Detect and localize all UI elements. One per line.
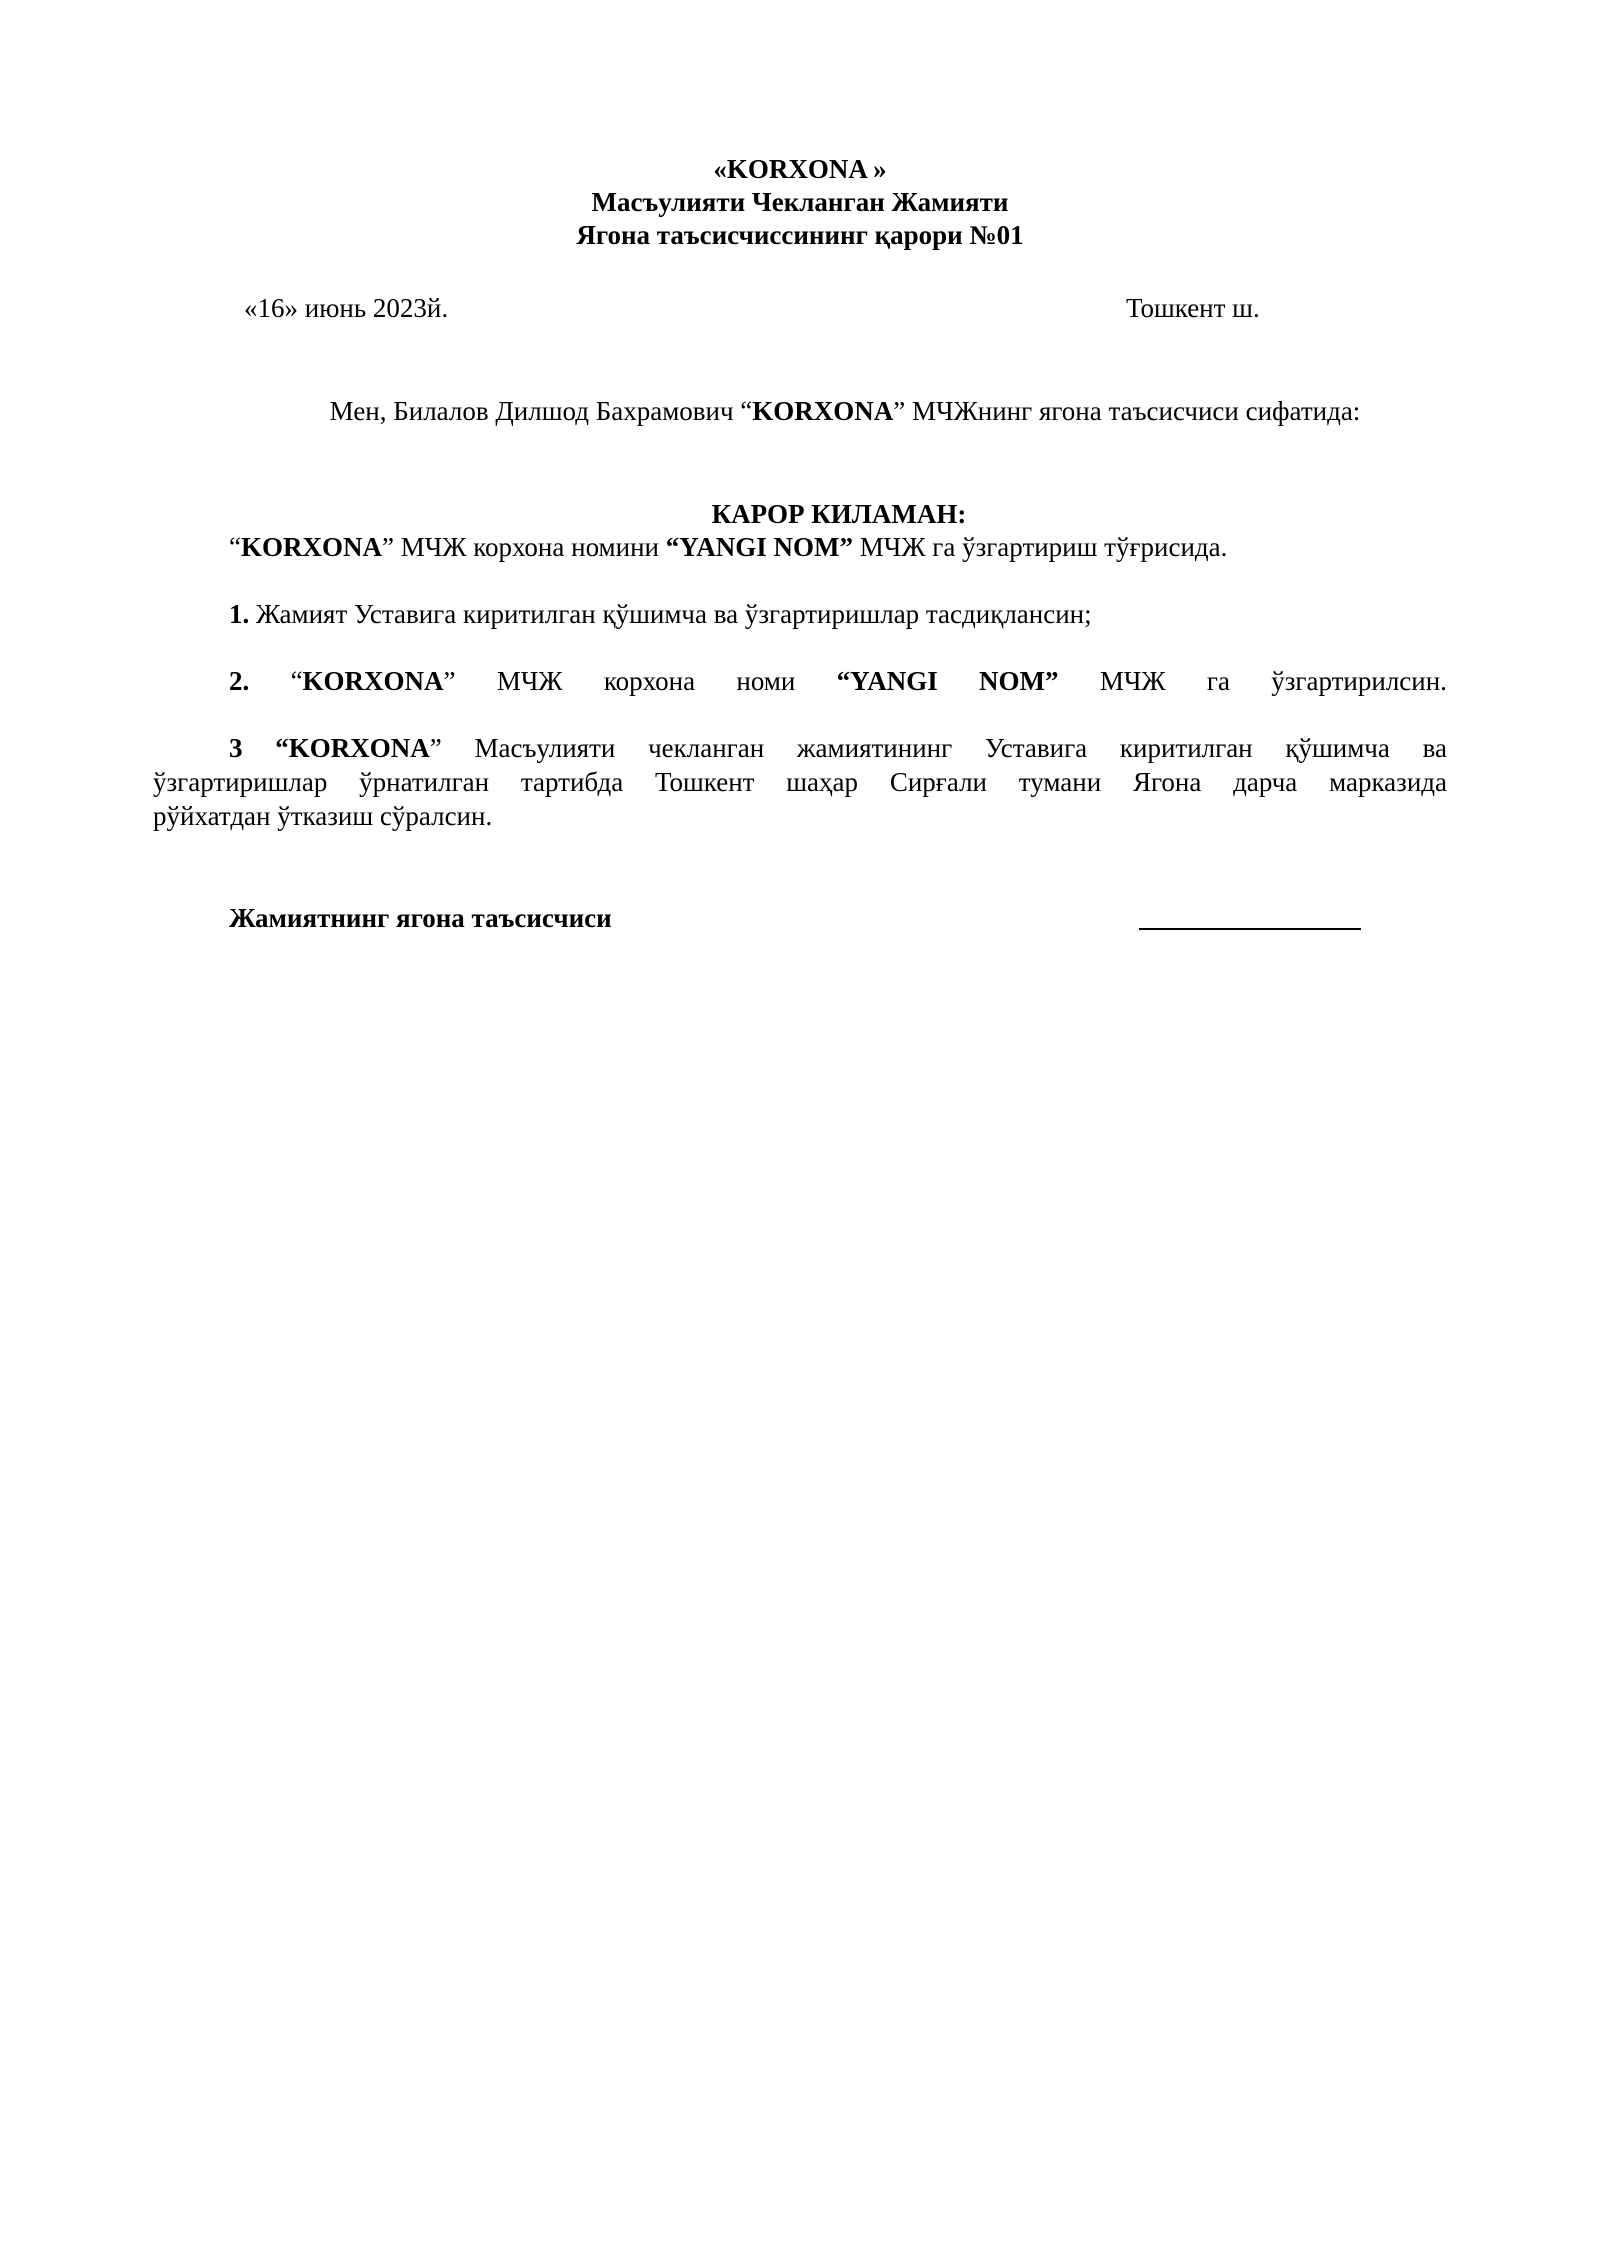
item-1-number: 1. bbox=[229, 599, 250, 629]
item-1 bbox=[229, 597, 1092, 631]
decision-heading: КАРОР КИЛАМАН: bbox=[711, 499, 967, 529]
item-3-company: “KORXONA bbox=[275, 733, 430, 763]
item-2-word: МЧЖ bbox=[1099, 666, 1166, 696]
item-3-line-2: ўзгартиришлар ўрнатилган тартибда Тошкент шаҳар Сирғали тумани Ягона дарча марказида bbox=[153, 767, 1447, 797]
item-2-number: 2. bbox=[229, 666, 250, 696]
item-3-line-1 bbox=[153, 731, 1447, 765]
intro-company: KORXONA bbox=[752, 396, 894, 426]
document-header bbox=[0, 153, 1600, 252]
item-1-text: Жамият Уставига киритилган қўшимча ва ўзгартиришлар тасдиқлансин; bbox=[249, 599, 1092, 629]
item-2-word: номи bbox=[736, 666, 796, 696]
item-2-word: “YANGI bbox=[836, 666, 938, 696]
item-2-word: ўзгартирилсин. bbox=[1271, 666, 1447, 696]
item-3-line-1-text: ” Масъулияти чекланган жамиятининг Уставига киритилган қўшимча ва bbox=[429, 733, 1447, 763]
decision-number-title: Ягона таъсисчиссининг қарори №01 bbox=[576, 220, 1024, 250]
item-2-word: “KORXONA” bbox=[290, 666, 456, 696]
subject-company: KORXONA bbox=[240, 532, 382, 562]
intro-prefix: Мен, Билалов Дилшод Бахрамович “ bbox=[329, 396, 753, 426]
subject-end: МЧЖ га ўзгартириш тўғрисида. bbox=[853, 532, 1228, 562]
signature-label: Жамиятнинг ягона таъсисчиси bbox=[229, 903, 612, 933]
subject-quote: “ bbox=[229, 532, 241, 562]
subject-line bbox=[229, 530, 1227, 564]
org-type-title: Масъулияти Чекланган Жамияти bbox=[591, 187, 1009, 217]
subject-new-name: “YANGI NOM” bbox=[665, 532, 854, 562]
item-3-number: 3 bbox=[229, 733, 243, 763]
item-3-line-3: рўйхатдан ўтказиш сўралсин. bbox=[153, 801, 493, 831]
item-2-word: корхона bbox=[603, 666, 696, 696]
item-2-word: NOM” bbox=[979, 666, 1059, 696]
intro-paragraph bbox=[0, 394, 1600, 428]
signature-line bbox=[1139, 928, 1361, 930]
subject-mid: ” МЧЖ корхона номини bbox=[381, 532, 666, 562]
item-2-word: МЧЖ bbox=[496, 666, 563, 696]
item-2-word: га bbox=[1206, 666, 1230, 696]
company-title: «KORXONA » bbox=[713, 154, 887, 184]
intro-suffix: ” МЧЖнинг ягона таъсисчиси сифатида: bbox=[893, 396, 1361, 426]
document-city: Тошкент ш. bbox=[1126, 293, 1260, 323]
document-date: «16» июнь 2023й. bbox=[244, 293, 449, 323]
item-2 bbox=[229, 664, 1447, 698]
item-3 bbox=[153, 731, 1447, 833]
